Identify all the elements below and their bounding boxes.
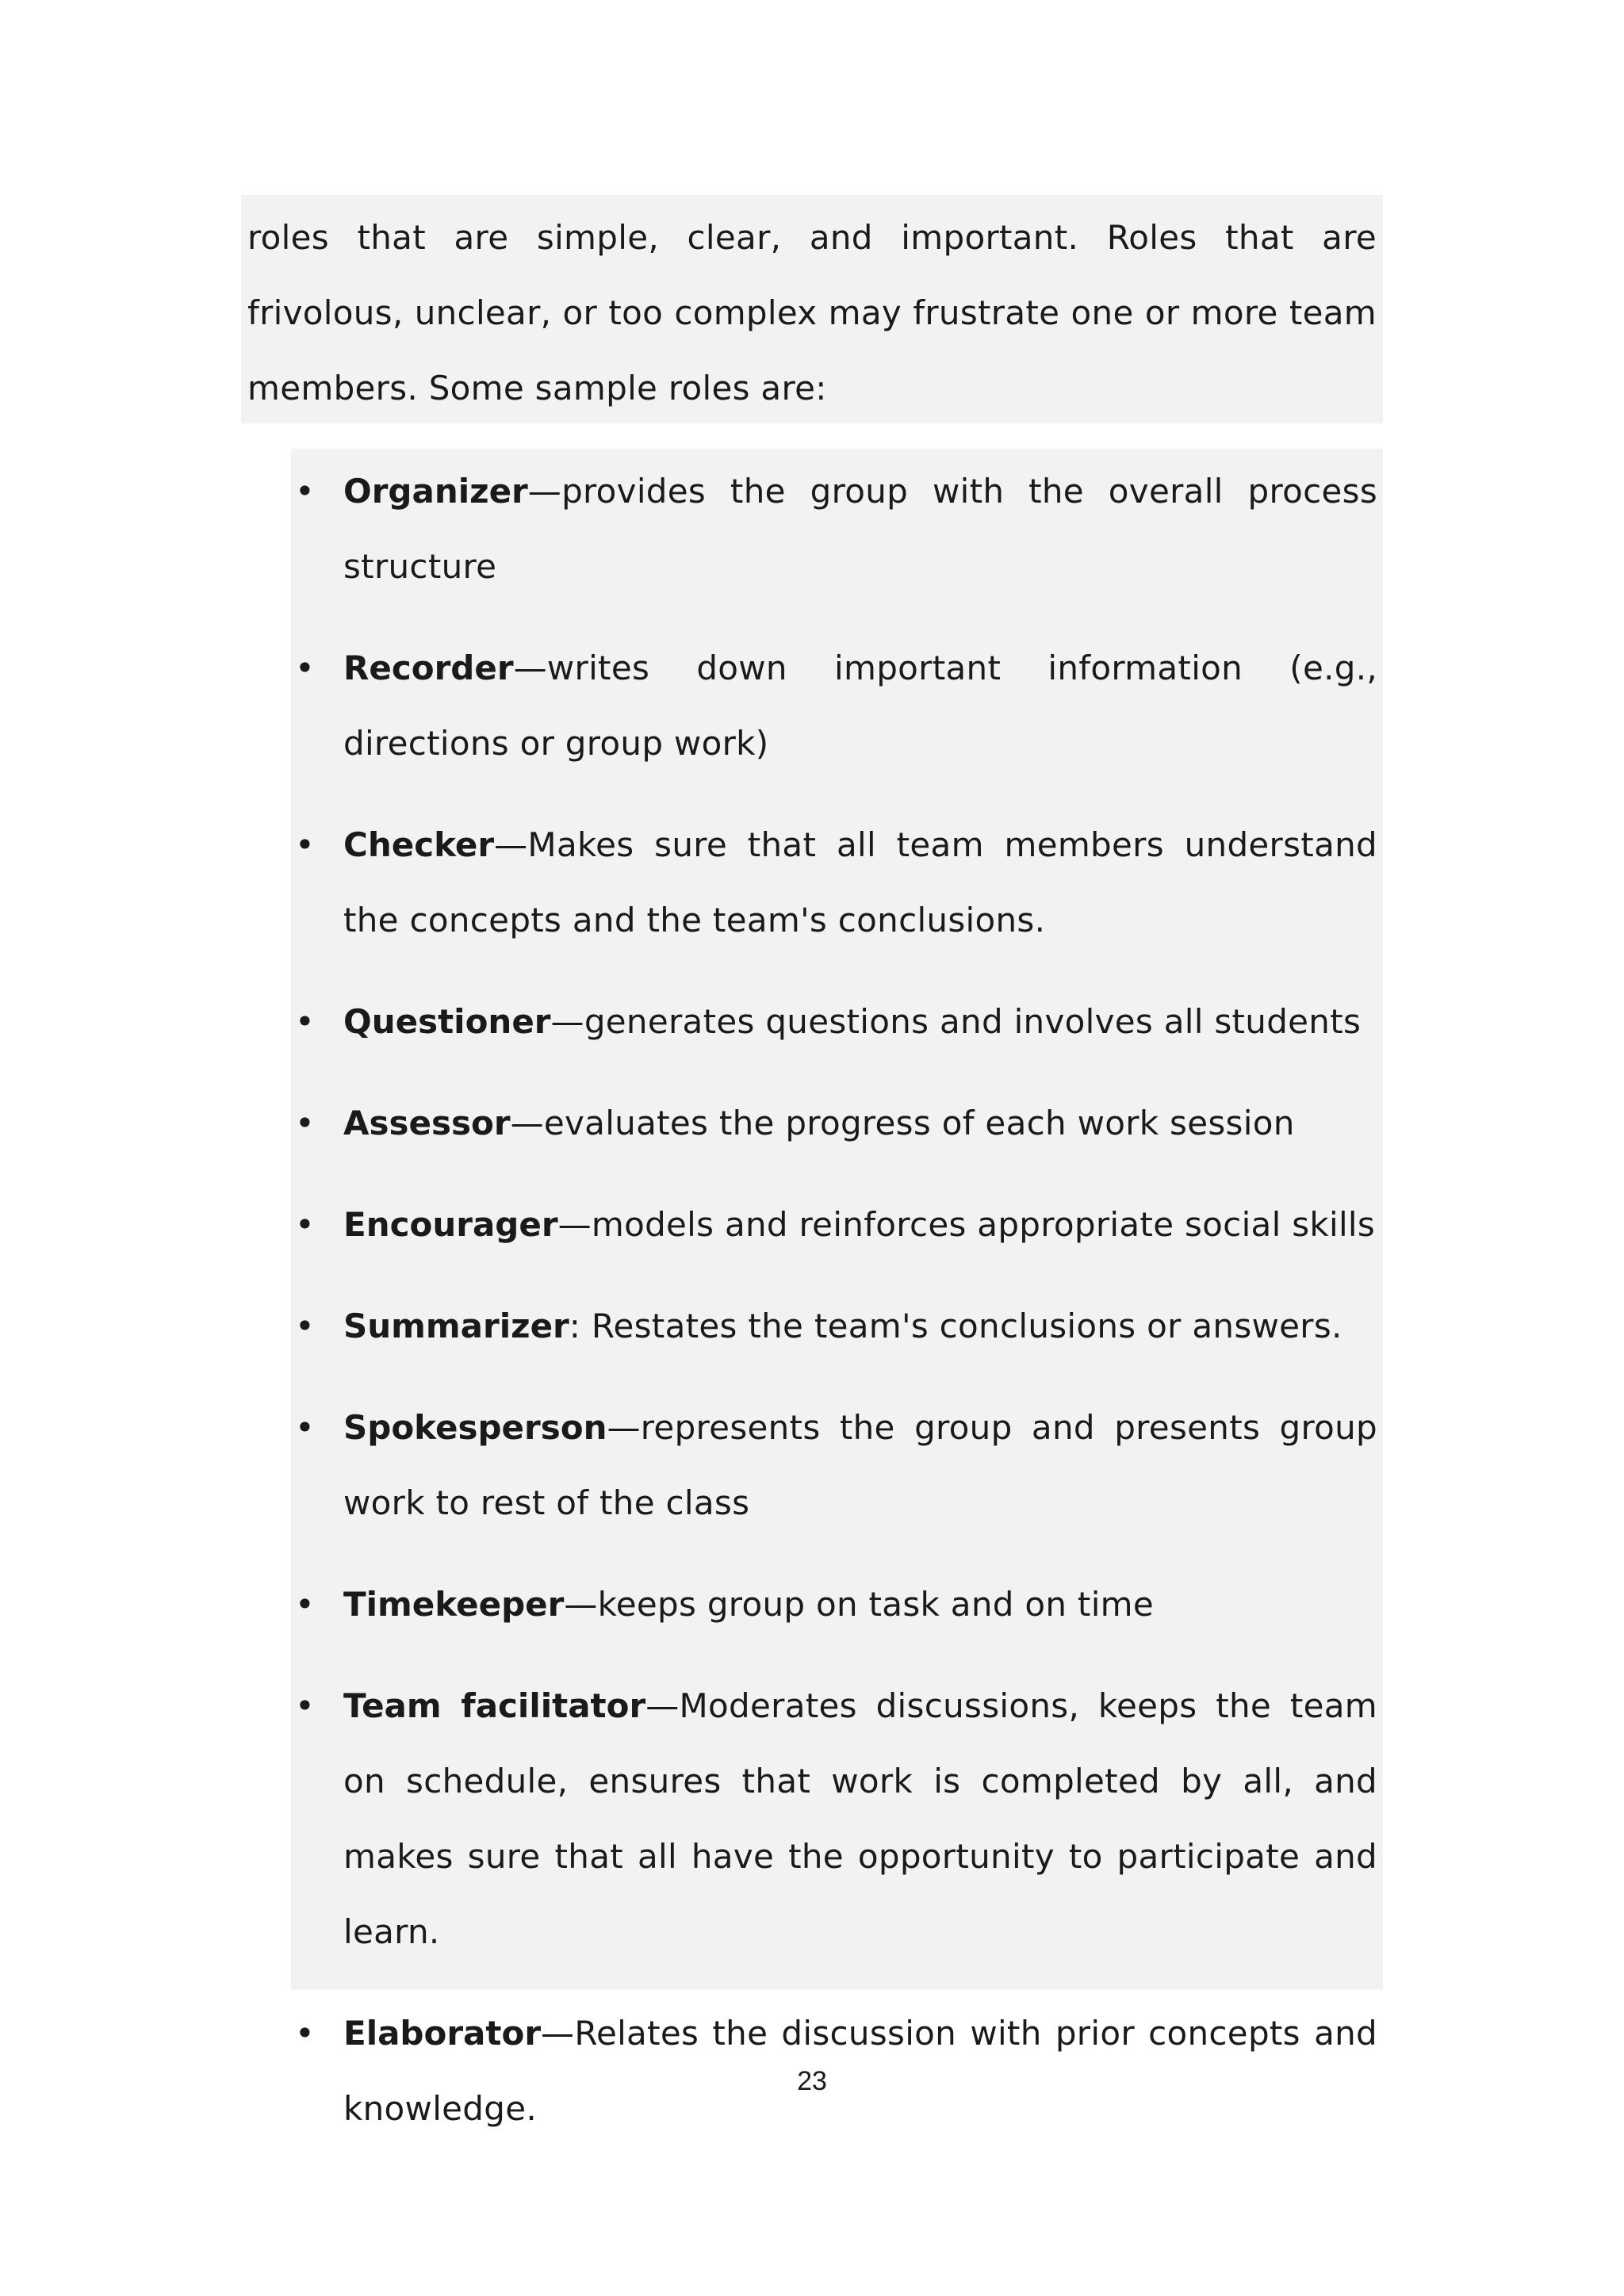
role-description: —Relates the discussion with prior concepts and knowledge. [343, 2014, 1377, 2128]
bullet-icon: • [295, 825, 316, 864]
role-name: Elaborator [343, 2014, 542, 2053]
list-item [291, 1567, 1383, 1642]
list-item [291, 1390, 1383, 1540]
bullet-icon: • [295, 1408, 316, 1447]
role-description: —evaluates the progress of each work session [510, 1104, 1295, 1142]
bullet-icon: • [295, 1104, 316, 1142]
role-description: —generates questions and involves all students [550, 1002, 1362, 1041]
role-name: Recorder [343, 649, 514, 687]
role-description: —Moderates discussions, keeps the team on schedule, ensures that work is completed by all, and makes sure that all have the opportunity to participate and learn. [343, 1686, 1377, 1951]
roles-list [291, 453, 1383, 2146]
bullet-icon: • [295, 472, 316, 511]
role-description: —Makes sure that all team members understand the concepts and the team's conclusions. [343, 825, 1377, 939]
bullet-icon: • [295, 1205, 316, 1244]
role-name: Organizer [343, 472, 528, 511]
role-name: Encourager [343, 1205, 558, 1244]
role-name: Spokesperson [343, 1408, 607, 1447]
role-description: —provides the group with the overall process structure [343, 472, 1377, 586]
role-description: —keeps group on task and on time [564, 1585, 1155, 1624]
role-description: —writes down important information (e.g., directions or group work) [343, 649, 1377, 763]
role-name: Questioner [343, 1002, 551, 1041]
list-item [291, 807, 1383, 958]
role-name: Checker [343, 825, 495, 864]
list-item [291, 453, 1383, 604]
list-item [291, 1085, 1383, 1161]
list-item [291, 1668, 1383, 1969]
role-name: Summarizer [343, 1307, 569, 1345]
list-item [291, 984, 1383, 1059]
bullet-icon: • [295, 1307, 316, 1345]
bullet-icon: • [295, 1002, 316, 1041]
list-item [291, 1288, 1383, 1364]
role-description: —models and reinforces appropriate social skills [557, 1205, 1376, 1244]
bullet-icon: • [295, 1585, 316, 1624]
bullet-icon: • [295, 649, 316, 687]
list-item [291, 1187, 1383, 1262]
bullet-icon: • [295, 1686, 316, 1725]
list-item [291, 630, 1383, 781]
role-name: Timekeeper [343, 1585, 565, 1624]
page-number: 23 [797, 2066, 827, 2096]
role-description: —represents the group and presents group work to rest of the class [343, 1408, 1377, 1522]
intro-text: roles that are simple, clear, and important. Roles that are frivolous, unclear, or too complex may frustrate one or more team members. Some sample roles are: [247, 218, 1377, 408]
bullet-icon: • [295, 2014, 316, 2053]
role-name: Assessor [343, 1104, 511, 1142]
role-name: Team facilitator [343, 1686, 646, 1725]
intro-paragraph [241, 195, 1383, 423]
role-description: : Restates the team's conclusions or answers. [569, 1307, 1342, 1345]
